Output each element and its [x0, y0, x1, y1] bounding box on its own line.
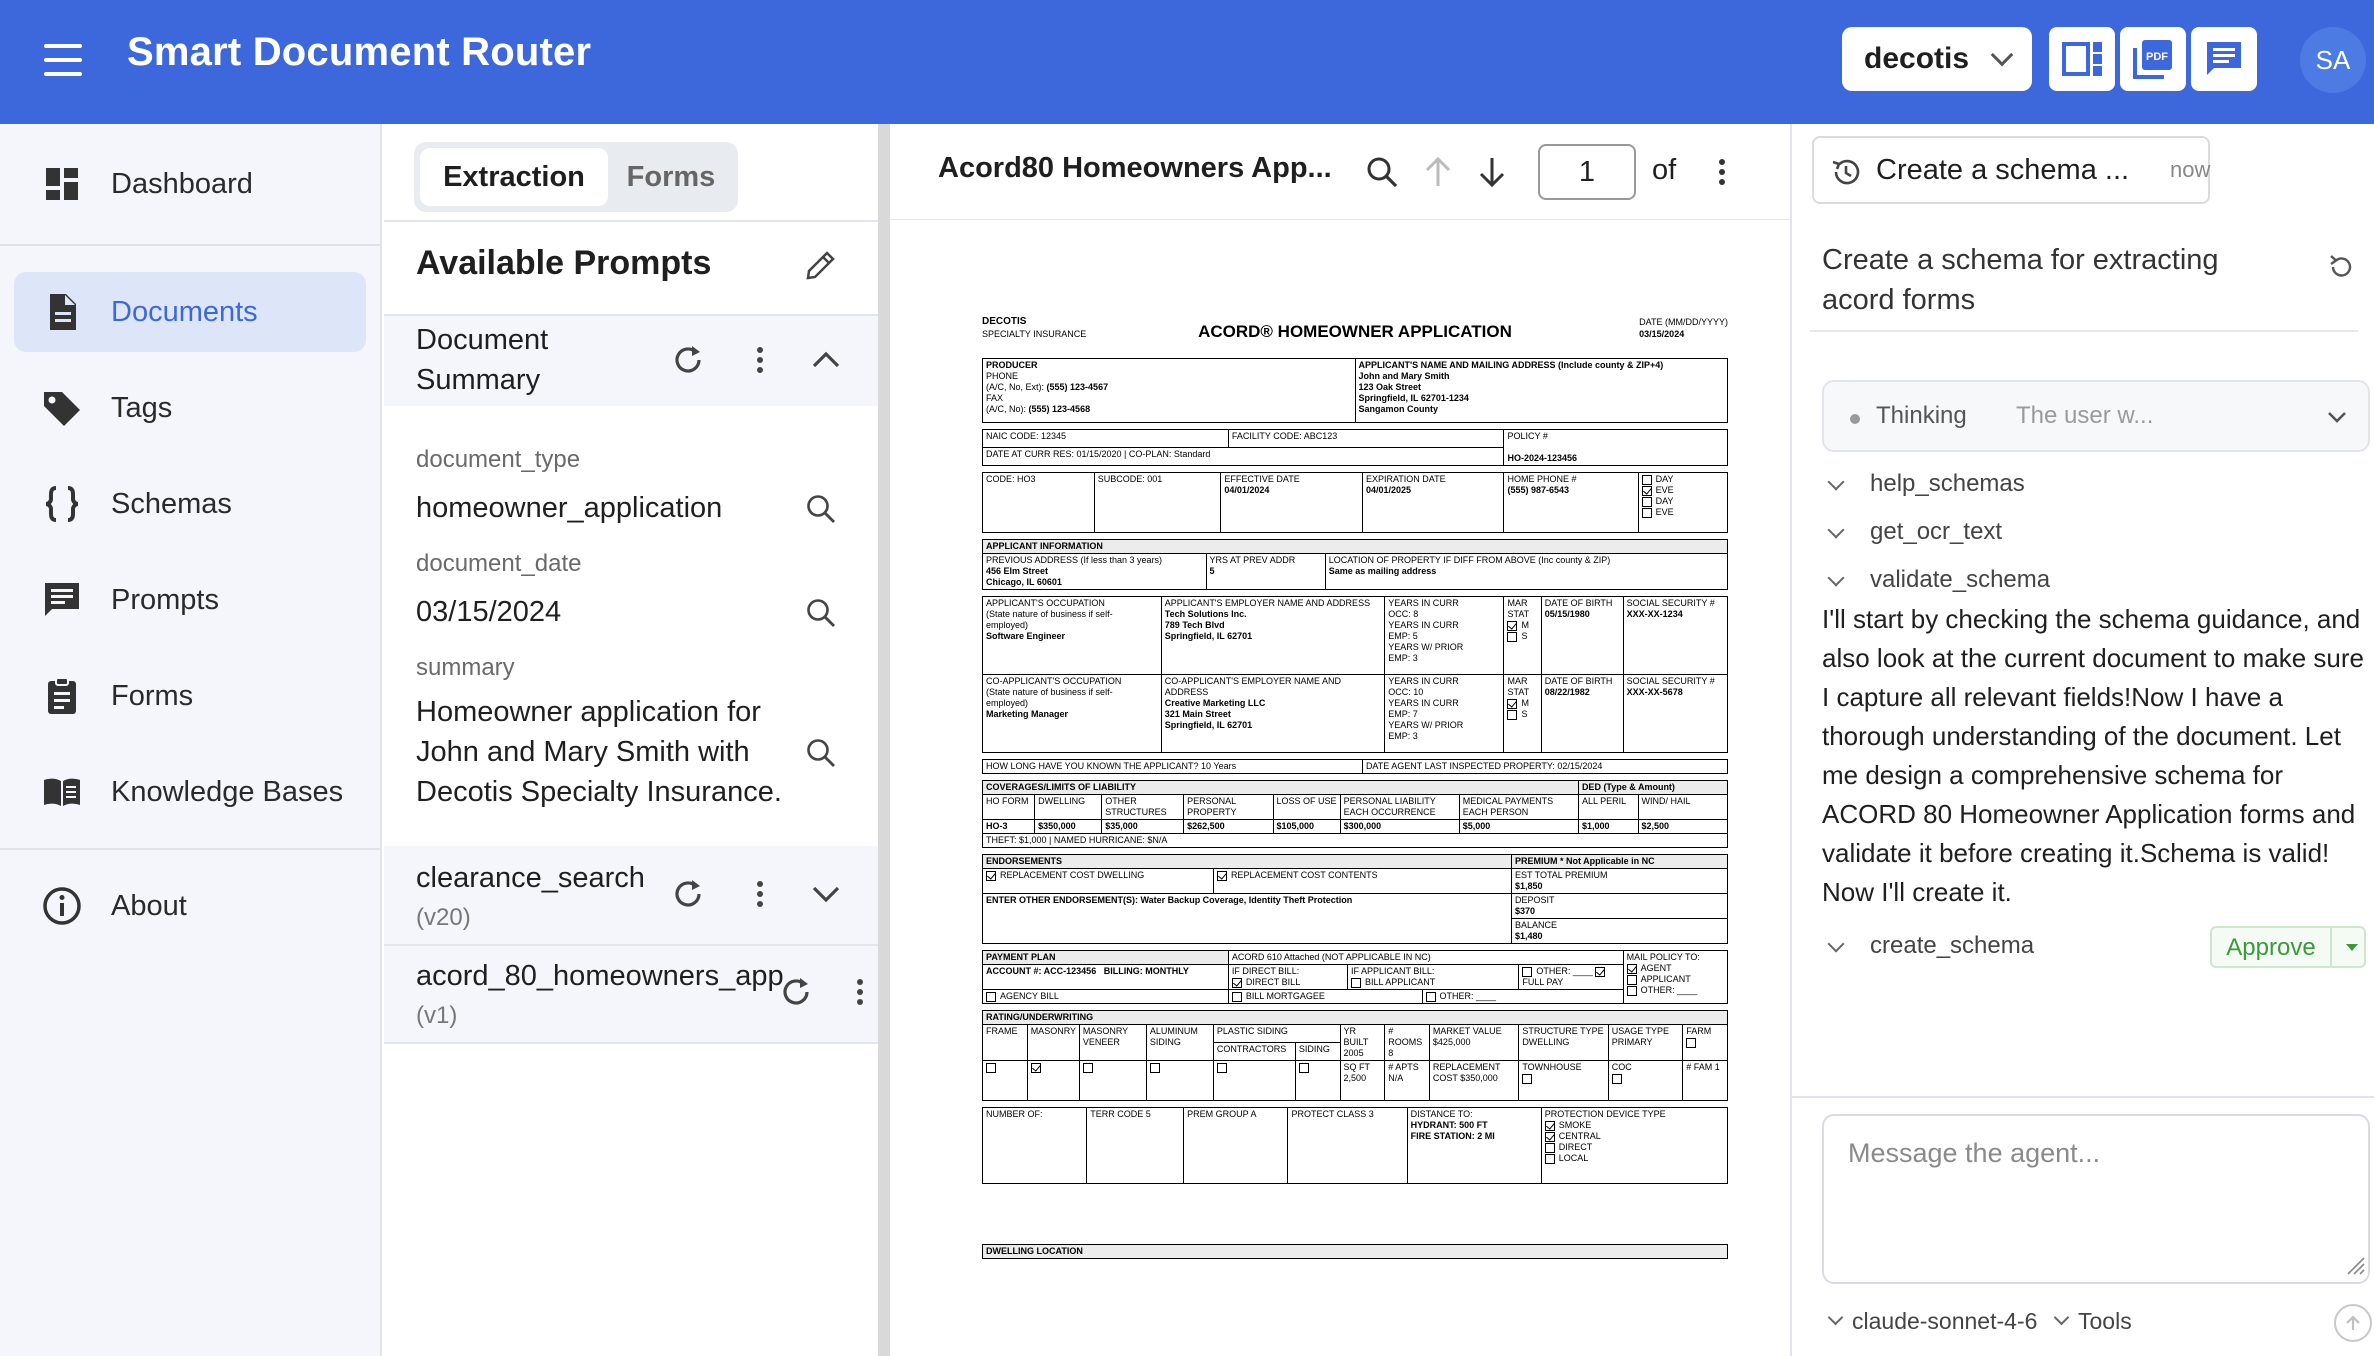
- field-value-summary-line: Decotis Specialty Insurance.: [416, 776, 782, 808]
- document-page: [890, 222, 1790, 1356]
- menu-icon[interactable]: [42, 40, 84, 80]
- sidebar-nav: [0, 124, 382, 1356]
- chat-view-button[interactable]: [2191, 27, 2257, 91]
- known-table: HOW LONG HAVE YOU KNOWN THE APPLICANT? 10 Years DATE AGENT LAST INSPECTED PROPERTY: 02/15/2024: [982, 759, 1728, 774]
- sidebar-item-prompts[interactable]: [14, 560, 366, 640]
- pdf-view-button[interactable]: [2120, 27, 2186, 91]
- field-label-document-type: document_type: [416, 446, 581, 473]
- form-title: ACORD® HOMEOWNER APPLICATION: [1198, 322, 1512, 341]
- tool-call-name: help_schemas: [1870, 470, 2025, 497]
- refresh-icon[interactable]: [670, 342, 706, 378]
- braces-icon: [42, 484, 82, 524]
- agent-chat-panel: [1790, 124, 2374, 1356]
- prompt-document-summary[interactable]: [384, 316, 878, 406]
- acord-form: [982, 316, 1728, 1259]
- chevron-down-icon: [1828, 570, 1845, 587]
- approve-button-label: Approve: [2226, 934, 2316, 961]
- field-value-document-type: homeowner_application: [416, 492, 723, 524]
- rating-table: RATING/UNDERWRITING FRAME MASONRY MASONRY VENEER ALUMINUM SIDING PLASTIC SIDING YR BUILT 2005 # ROOMS 8 MARKET VALUE $425,000 STRUCTURE TYPE DWELLING USAGE TYPE PRIMARY FARM CONTRACTORS SIDING SQ FT 2,500 # APTS N/A REPLACEMENT COST $350,000 TOWNHOUSE COC # FAM 1: [982, 1010, 1728, 1101]
- app-title: Smart Document Router: [127, 30, 592, 74]
- sidebar-item-label: Prompts: [111, 583, 219, 616]
- more-vert-icon[interactable]: [850, 974, 870, 1010]
- form-header: [982, 316, 1728, 352]
- book-icon: [42, 772, 82, 812]
- sidebar-item-label: Forms: [111, 679, 194, 712]
- document-stage[interactable]: [890, 222, 1790, 1356]
- nav-divider: [0, 848, 380, 850]
- tool-call-name: validate_schema: [1870, 566, 2051, 593]
- layout-icon: [2060, 39, 2104, 79]
- resize-grip-icon[interactable]: [2344, 1254, 2366, 1276]
- edit-icon[interactable]: [804, 248, 838, 282]
- code-table: CODE: HO3 SUBCODE: 001 EFFECTIVE DATE 04/01/2024 EXPIRATION DATE 04/01/2025 HOME PHONE # (555) 987-6543 DAY EVE DAY EVE: [982, 472, 1728, 533]
- search-icon[interactable]: [804, 736, 838, 770]
- page-number-input[interactable]: 1: [1538, 144, 1636, 200]
- sidebar-item-tags[interactable]: [14, 368, 366, 448]
- thinking-preview: The user w...: [2016, 402, 2154, 429]
- sidebar-item-label: Documents: [111, 295, 258, 328]
- divider: [384, 220, 878, 222]
- dwelling-location-table: DWELLING LOCATION: [982, 1244, 1728, 1259]
- form-date-label: DATE (MM/DD/YYYY): [1639, 317, 1728, 327]
- field-value-document-date: 03/15/2024: [416, 596, 562, 628]
- tool-call-name: create_schema: [1870, 932, 2035, 959]
- available-prompts-title: Available Prompts: [416, 244, 712, 282]
- send-button[interactable]: [2334, 1304, 2372, 1342]
- svg-text:PDF: PDF: [2146, 51, 2168, 63]
- top-app-bar: [0, 0, 2374, 124]
- prompt-version: (v20): [416, 904, 471, 931]
- layout-toggle-button[interactable]: [2049, 27, 2115, 91]
- chevron-down-icon: [1828, 936, 1845, 953]
- divider: [384, 1042, 878, 1044]
- search-icon[interactable]: [1364, 154, 1400, 190]
- more-vert-icon[interactable]: [742, 342, 778, 378]
- document-title: Acord80 Homeowners App...: [938, 152, 1332, 184]
- brand-name: DECOTIS: [982, 316, 1027, 327]
- sidebar-item-label: Knowledge Bases: [111, 775, 344, 808]
- endorsements-table: ENDORSEMENTS PREMIUM * Not Applicable in NC REPLACEMENT COST DWELLING REPLACEMENT COST CONTENTS EST TOTAL PREMIUM $1,850 ENTER OTHER ENDORSEMENT(S): Water Backup Coverage, Identity Theft Protection DEPOSIT $370 BALANCE $1,480: [982, 854, 1728, 944]
- prompt-name: Summary: [416, 364, 541, 396]
- refresh-icon[interactable]: [670, 876, 706, 912]
- viewer-toolbar: [890, 124, 1790, 220]
- sidebar-item-knowledge-bases[interactable]: [14, 752, 366, 832]
- chevron-up-icon[interactable]: [808, 342, 844, 378]
- chevron-down-icon: [1991, 44, 2014, 67]
- more-vert-icon[interactable]: [742, 876, 778, 912]
- clipboard-icon: [42, 676, 82, 716]
- document-viewer: [890, 124, 1790, 1356]
- composer-options: [1822, 1304, 2370, 1340]
- field-label-document-date: document_date: [416, 550, 582, 577]
- search-icon[interactable]: [804, 596, 838, 630]
- tools-select[interactable]: Tools: [2078, 1308, 2132, 1334]
- applicant-info-table: APPLICANT INFORMATION PREVIOUS ADDRESS (If less than 3 years) 456 Elm Street Chicago, IL 60601 YRS AT PREV ADDR 5 LOCATION OF PROPERTY IF DIFF FROM ABOVE (Inc county & ZIP) Same as mailing address: [982, 539, 1728, 590]
- prompt-clearance-search[interactable]: [384, 846, 878, 944]
- thinking-label: Thinking: [1876, 402, 1967, 429]
- pdf-icon: [2132, 38, 2174, 80]
- prompt-acord-80-homeowners-app[interactable]: [384, 946, 878, 1042]
- form-date-value: 03/15/2024: [1639, 329, 1685, 339]
- form-date: [1639, 316, 1728, 340]
- arrow-up-icon: [2343, 1313, 2363, 1333]
- chevron-down-icon: [2054, 1310, 2070, 1326]
- field-value-summary-line: John and Mary Smith with: [416, 736, 750, 768]
- divider: [2330, 928, 2332, 966]
- sidebar-item-label: Schemas: [111, 487, 232, 520]
- sidebar-item-schemas[interactable]: [14, 464, 366, 544]
- sidebar-item-documents[interactable]: [14, 272, 366, 352]
- prompt-icon: [42, 580, 82, 620]
- payment-plan-table: PAYMENT PLAN ACORD 610 Attached (NOT APPLICABLE IN NC) MAIL POLICY TO: AGENT APPLICANT OTHER: ____ ACCOUNT #: ACC-123456 BILLING: MONTHLY IF DIRECT BILL: DIRECT BILL IF APPLICANT BILL: BILL APPLICANT OTHER: ____ FULL PAY AGENCY BILL BILL MORTGAGEE OTHER: ____: [982, 950, 1728, 1004]
- thinking-block[interactable]: [1822, 380, 2370, 452]
- refresh-icon[interactable]: [778, 974, 814, 1010]
- document-icon: [42, 292, 82, 332]
- panel-tabs: [414, 142, 738, 212]
- chat-session-time: now: [2170, 157, 2211, 182]
- message-input[interactable]: [1822, 1114, 2370, 1284]
- arrow-down-icon[interactable]: [1474, 154, 1510, 190]
- field-label-summary: summary: [416, 654, 515, 681]
- organization-select-value: decotis: [1864, 42, 1970, 75]
- page-of-label: of: [1652, 154, 1677, 186]
- agent-message: I'll start by checking the schema guidance, and also look at the current document to make sure I capture all relevant fields!Now I have a thorough understanding of the document. Let me design a comprehensive schema for ACORD 80 Homeowner Application forms and validate it before creating it.Schema is valid! Now I'll create it.: [1822, 604, 2364, 907]
- chat-session-tab[interactable]: [1812, 136, 2210, 204]
- model-select[interactable]: claude-sonnet-4-6: [1852, 1308, 2038, 1334]
- producer-cell: PRODUCER PHONE (A/C, No, Ext): (555) 123-4567 FAX (A/C, No): (555) 123-4568: [983, 359, 1356, 423]
- nav-divider: [0, 244, 380, 246]
- user-message: Create a schema for extracting acord forms: [1822, 244, 2219, 316]
- message-input-placeholder: Message the agent...: [1848, 1138, 2101, 1168]
- info-icon: [42, 886, 82, 926]
- prompt-version: (v1): [416, 1002, 458, 1029]
- search-icon[interactable]: [804, 492, 838, 526]
- thinking-indicator: [1850, 414, 1860, 424]
- prompts-panel: [384, 124, 878, 1356]
- prompt-name: Document: [416, 324, 549, 356]
- divider: [1810, 330, 2358, 332]
- sidebar-item-label: Tags: [111, 391, 173, 424]
- divider: [1792, 1096, 2374, 1098]
- tab-extraction[interactable]: Extraction: [420, 148, 608, 206]
- protection-table: NUMBER OF: TERR CODE 5 PREM GROUP A PROTECT CLASS 3 DISTANCE TO: HYDRANT: 500 FT FIRE STATION: 2 MI PROTECTION DEVICE TYPE SMOKE CENTRAL DIRECT LOCAL: [982, 1107, 1728, 1184]
- sidebar-item-dashboard[interactable]: [14, 144, 366, 224]
- more-vert-icon[interactable]: [1712, 154, 1732, 190]
- field-value-summary-line: Homeowner application for: [416, 696, 761, 728]
- caret-down-icon[interactable]: [2346, 944, 2358, 951]
- chevron-down-icon: [1828, 474, 1845, 491]
- sidebar-item-label: Dashboard: [111, 167, 253, 200]
- tool-call-name: get_ocr_text: [1870, 518, 2003, 545]
- history-icon: [1830, 156, 1862, 188]
- panel-resize-handle[interactable]: [878, 124, 890, 1356]
- naic-table: NAIC CODE: 12345 FACILITY CODE: ABC123 POLICY # HO-2024-123456 DATE AT CURR RES: 01/15/2020 | CO-PLAN: Standard: [982, 429, 1728, 466]
- tab-forms[interactable]: Forms: [626, 160, 716, 193]
- arrow-up-icon[interactable]: [1420, 154, 1456, 190]
- chevron-down-icon[interactable]: [808, 876, 844, 912]
- prompt-name: clearance_search: [416, 862, 645, 894]
- occupation-table: APPLICANT'S OCCUPATION (State nature of business if self- employed) Software Engineer APPLICANT'S EMPLOYER NAME AND ADDRESS Tech Solutions Inc. 789 Tech Blvd Springfield, IL 62701 YEARS IN CURR OCC: 8 YEARS IN CURR EMP: 5 YEARS W/ PRIOR EMP: 3 MAR STAT M S DATE OF BIRTH 05/15/1980 SOCIAL SECURITY # XXX-XX-1234 CO-APPLICANT'S OCCUPATION (State nature of business if self- employed) Marketing Manager CO-APPLICANT'S EMPLOYER NAME AND ADDRESS Creative Marketing LLC 321 Main Street Springfield, IL 62701 YEARS IN CURR OCC: 10 YEARS IN CURR EMP: 7 YEARS W/ PRIOR EMP: 3 MAR STAT M S DATE OF BIRTH 08/22/1982 SOCIAL SECURITY # XXX-XX-5678: [982, 596, 1728, 753]
- chevron-down-icon: [1828, 522, 1845, 539]
- brand-subtitle: SPECIALTY INSURANCE: [982, 329, 1087, 339]
- chevron-down-icon: [1828, 1310, 1844, 1326]
- chevron-down-icon: [2324, 404, 2350, 430]
- applicant-cell: APPLICANT'S NAME AND MAILING ADDRESS (Include county & ZIP+4) John and Mary Smith 123 Oak Street Springfield, IL 62701-1234 Sangamon County: [1355, 359, 1728, 423]
- user-avatar[interactable]: SA: [2300, 27, 2366, 93]
- sidebar-item-forms[interactable]: [14, 656, 366, 736]
- coverages-table: COVERAGES/LIMITS OF LIABILITY DED (Type & Amount) HO FORM DWELLING OTHER STRUCTURES PERSONAL PROPERTY LOSS OF USE PERSONAL LIABILITY EACH OCCURRENCE MEDICAL PAYMENTS EACH PERSON ALL PERIL WIND/ HAIL HO-3 $350,000 $35,000 $262,500 $105,000 $300,000 $5,000 $1,000 $2,500 THEFT: $1,000 | NAMED HURRICANE: $N/A: [982, 780, 1728, 848]
- organization-select[interactable]: [1842, 27, 2032, 91]
- chat-session-title: Create a schema ...: [1876, 153, 2130, 186]
- chat-icon: [2204, 39, 2244, 79]
- approve-button[interactable]: [2210, 926, 2366, 968]
- sidebar-item-about[interactable]: [14, 866, 366, 946]
- producer-table: [982, 358, 1728, 423]
- tag-icon: [42, 388, 82, 428]
- retry-icon[interactable]: [2326, 252, 2356, 282]
- prompt-name: acord_80_homeowners_app: [416, 960, 784, 992]
- dashboard-icon: [42, 164, 82, 204]
- sidebar-item-label: About: [111, 889, 187, 922]
